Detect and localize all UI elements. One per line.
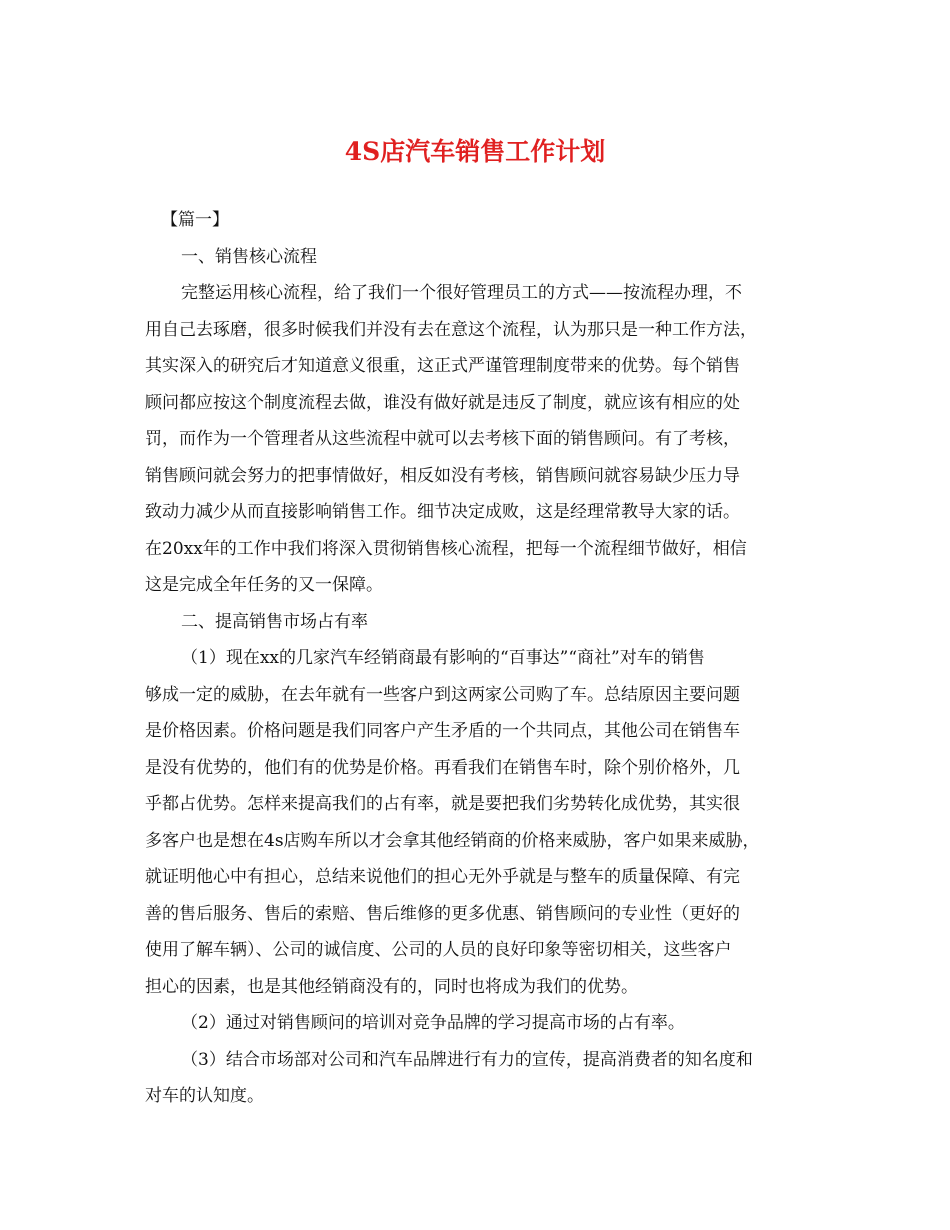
paragraph-line: 顾问都应按这个制度流程去做，谁没有做好就是违反了制度，就应该有相应的处 — [145, 392, 740, 413]
document-title: 4S店汽车销售工作计划 — [344, 137, 606, 166]
paragraph-line: 够成一定的威胁，在去年就有一些客户到这两家公司购了车。总结原因主要问题 — [145, 684, 740, 705]
paragraph-line: 罚，而作为一个管理者从这些流程中就可以去考核下面的销售顾问。有了考核， — [145, 429, 740, 449]
paragraph-line: 在20xx年的工作中我们将深入贯彻销售核心流程，把每一个流程细节做好，相信 — [145, 538, 747, 559]
paragraph-line: 使用了解车辆）、公司的诚信度、公司的人员的良好印象等密切相关，这些客户 — [145, 940, 732, 960]
paragraph-line: （1）现在xx的几家汽车经销商最有影响的“百事达”“商社”对车的销售 — [181, 648, 705, 668]
paragraph-line: 是没有优势的，他们有的优势是价格。再看我们在销售车时，除个别价格外，几 — [145, 757, 740, 778]
paragraph-line: 完整运用核心流程，给了我们一个很好管理员工的方式——按流程办理，不 — [181, 283, 742, 303]
paragraph-line: （3）结合市场部对公司和汽车品牌进行有力的宣传，提高消费者的知名度和 — [181, 1049, 753, 1070]
paragraph-market-share-1 — [145, 640, 815, 1005]
document-body — [145, 202, 815, 1115]
paragraph-line: 其实深入的研究后才知道意义很重，这正式严谨管理制度带来的优势。每个销售 — [145, 356, 740, 376]
paragraph-line: 是价格因素。价格问题是我们同客户产生矛盾的一个共同点，其他公司在销售车 — [145, 721, 740, 741]
paragraph-line: 这是完成全年任务的又一保障。 — [145, 575, 383, 595]
heading-market-share: 二、提高销售市场占有率 — [181, 611, 368, 632]
paragraph-sales-process — [145, 275, 815, 604]
paragraph-line: 乎都占优势。怎样来提高我们的占有率，就是要把我们劣势转化成优势，其实很 — [145, 794, 740, 814]
paragraph-line: 销售顾问就会努力的把事情做好，相反如没有考核，销售顾问就容易缺少压力导 — [145, 465, 740, 486]
paragraph-line: 致动力减少从而直接影响销售工作。细节决定成败，这是经理常教导大家的话。 — [145, 502, 740, 522]
paragraph-line: 就证明他心中有担心，总结来说他们的担心无外乎就是与整车的质量保障、有完 — [145, 867, 740, 887]
paragraph-line: 多客户也是想在4s店购车所以才会拿其他经销商的价格来威胁，客户如果来威胁， — [145, 830, 760, 851]
paragraph-market-share-2 — [145, 1005, 815, 1042]
paragraph-market-share-3 — [145, 1042, 815, 1115]
paragraph-line: 善的售后服务、售后的索赔、售后维修的更多优惠、销售顾问的专业性（更好的 — [145, 903, 740, 924]
heading-sales-process: 一、销售核心流程 — [181, 246, 317, 267]
paragraph-line: 担心的因素，也是其他经销商没有的，同时也将成为我们的优势。 — [145, 976, 638, 997]
paragraph-line: （2）通过对销售顾问的培训对竞争品牌的学习提高市场的占有率。 — [181, 1013, 685, 1033]
paragraph-line: 用自己去琢磨，很多时候我们并没有去在意这个流程，认为那只是一种工作方法， — [145, 319, 757, 340]
paragraph-line: 对车的认知度。 — [145, 1086, 264, 1106]
section-label: 【篇一】 — [161, 210, 229, 230]
